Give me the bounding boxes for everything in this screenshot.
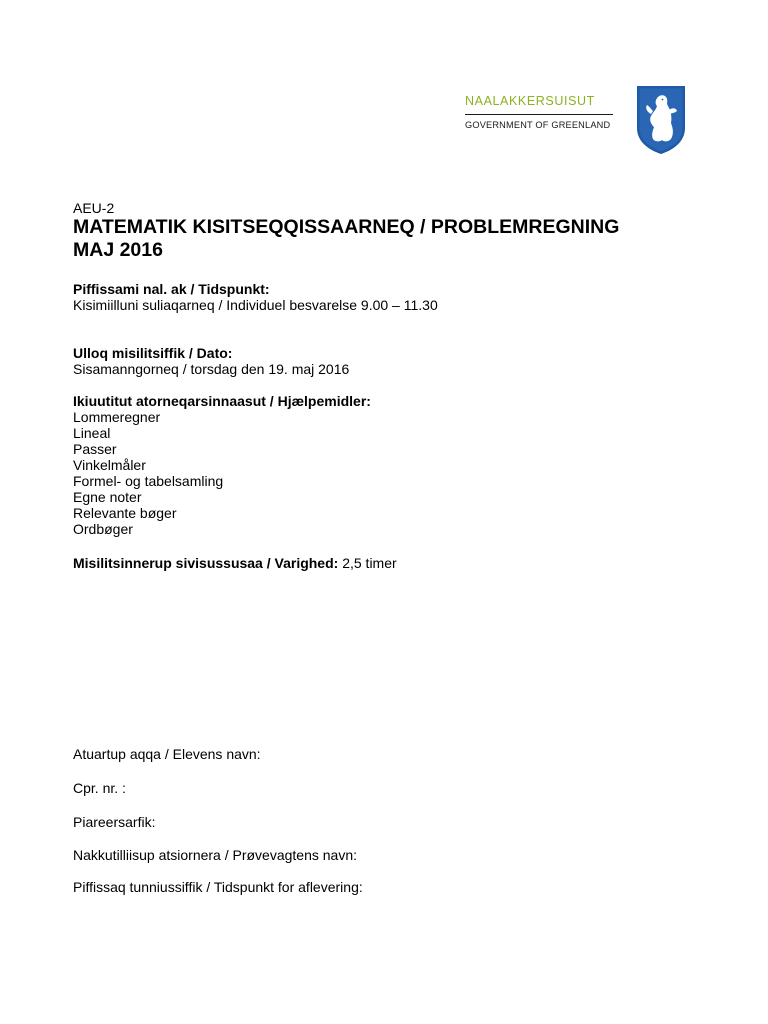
aids-label: Ikiuutitut atorneqarsinnaasut / Hjælpemidler: [73, 393, 371, 409]
aids-list [73, 409, 223, 537]
duration-label: Misilitsinnerup sivisussusaa / Varighed: [73, 555, 339, 571]
exam-code: AEU-2 [73, 200, 115, 216]
list-item: Egne noter [73, 489, 142, 505]
duration-value: 2,5 timer [342, 555, 397, 571]
government-logo [465, 94, 615, 131]
supervisor-field: Nakkutilliisup atsiornera / Prøvevagtens navn: [73, 847, 358, 863]
list-item: Lommeregner [73, 409, 161, 425]
logo-divider [465, 114, 613, 115]
polar-bear-shield-icon [635, 84, 687, 156]
list-item: Relevante bøger [73, 505, 177, 521]
list-item: Vinkelmåler [73, 457, 146, 473]
time-label: Piffissami nal. ak / Tidspunkt: [73, 281, 270, 297]
date-label: Ulloq misilitsiffik / Dato: [73, 345, 233, 361]
list-item: Passer [73, 441, 117, 457]
school-field: Piareersarfik: [73, 814, 156, 830]
page-title [73, 216, 619, 262]
logo-subtitle: GOVERNMENT OF GREENLAND [465, 120, 611, 130]
title-line-2: MAJ 2016 [73, 239, 163, 261]
duration-line [73, 555, 397, 571]
list-item: Lineal [73, 425, 111, 441]
list-item: Formel- og tabelsamling [73, 473, 224, 489]
date-value: Sisamanngorneq / torsdag den 19. maj 2016 [73, 361, 350, 377]
list-item: Ordbøger [73, 521, 133, 537]
cpr-field: Cpr. nr. : [73, 780, 126, 796]
time-value: Kisimiilluni suliaqarneq / Individuel besvarelse 9.00 – 11.30 [73, 297, 438, 313]
logo-name: NAALAKKERSUISUT [465, 94, 595, 108]
title-line-1: MATEMATIK KISITSEQQISSAARNEQ / PROBLEMREGNING [73, 216, 620, 238]
handin-time-field: Piffissaq tunniussiffik / Tidspunkt for aflevering: [73, 879, 363, 895]
student-name-field: Atuartup aqqa / Elevens navn: [73, 746, 261, 762]
